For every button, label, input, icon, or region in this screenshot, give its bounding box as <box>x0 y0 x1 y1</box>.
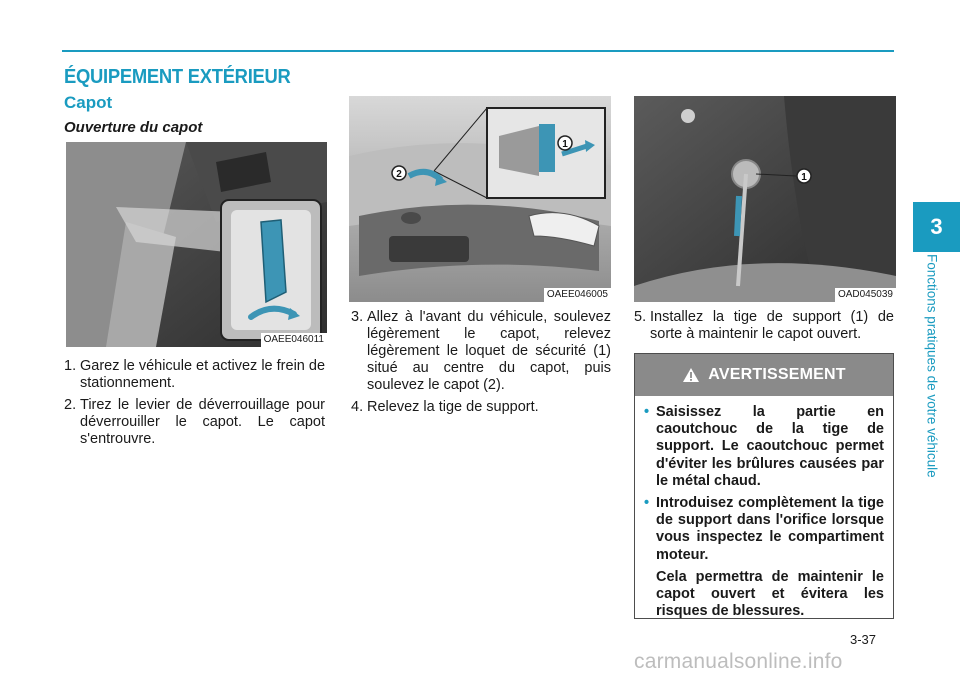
step-number: 2. <box>64 397 77 413</box>
list-item <box>351 399 611 416</box>
warning-bullet-text: Saisissez la partie en caoutchouc de la tige de support. Le caoutchouc permet d'éviter les brûlures causées par le métal chaud. <box>656 404 884 489</box>
hood-support-illustration <box>634 96 896 302</box>
step-text: Tirez le levier de déverrouillage pour déverrouiller le capot. Le capot s'entrouvre. <box>80 397 325 447</box>
step-text: Relevez la tige de support. <box>367 399 539 415</box>
steps-column-2 <box>351 309 611 421</box>
step-number: 5. <box>634 309 647 325</box>
figure-safety-latch <box>349 96 611 302</box>
list-item <box>634 309 894 343</box>
step-number: 3. <box>351 309 364 325</box>
release-lever-illustration <box>66 142 327 347</box>
chapter-title: Fonctions pratiques de votre véhicule <box>924 254 940 478</box>
chapter-title-vertical <box>918 254 948 514</box>
callout-1: 1 <box>801 172 807 183</box>
header-rule <box>62 50 894 52</box>
step-text: Allez à l'avant du véhicule, soulevez légèrement le capot, relevez légèrement le loquet de sécurité (1) situé au centre du capot, puis soulevez le capot (2). <box>367 309 611 393</box>
section-title: ÉQUIPEMENT EXTÉRIEUR <box>64 66 291 88</box>
figure-code: OAEE046011 <box>261 333 327 347</box>
chapter-tab: 3 <box>913 202 960 252</box>
warning-paragraph: Cela permettra de maintenir le capot ouvert et évitera les risques de blessures. <box>656 568 884 620</box>
warning-body <box>635 396 893 620</box>
step-number: 4. <box>351 399 364 415</box>
warning-header <box>635 354 893 396</box>
list-item <box>64 397 325 448</box>
steps-column-3 <box>634 309 894 348</box>
subtitle: Capot <box>64 93 113 112</box>
warning-icon <box>682 367 700 383</box>
warning-bullet-text: Introduisez complètement la tige de support dans l'orifice lorsque vous inspectez le compartiment moteur. <box>656 495 884 563</box>
step-text: Installez la tige de support (1) de sorte à maintenir le capot ouvert. <box>650 309 894 342</box>
subsection-title: Ouverture du capot <box>64 119 203 136</box>
figure-code: OAEE046005 <box>544 288 611 302</box>
step-text: Garez le véhicule et activez le frein de stationnement. <box>80 358 326 391</box>
car-front-illustration <box>349 96 611 302</box>
figure-support-rod <box>634 96 896 302</box>
warning-box <box>634 353 894 619</box>
figure-code: OAD045039 <box>835 288 896 302</box>
figure-release-lever <box>66 142 327 347</box>
callout-1: 1 <box>562 139 568 150</box>
step-number: 1. <box>64 358 77 374</box>
warning-bullet: • Introduisez complètement la tige de support dans l'orifice lorsque vous inspectez le compartiment moteur. <box>644 495 884 563</box>
watermark: carmanualsonline.info <box>634 650 843 673</box>
callout-2: 2 <box>396 169 402 180</box>
list-item <box>64 358 325 392</box>
warning-bullet: • Saisissez la partie en caoutchouc de la tige de support. Le caoutchouc permet d'éviter les brûlures causées par le métal chaud. <box>644 404 884 489</box>
list-item <box>351 309 611 394</box>
steps-column-1 <box>64 358 325 453</box>
warning-title: AVERTISSEMENT <box>708 366 846 383</box>
page-number: 3-37 <box>850 632 877 647</box>
